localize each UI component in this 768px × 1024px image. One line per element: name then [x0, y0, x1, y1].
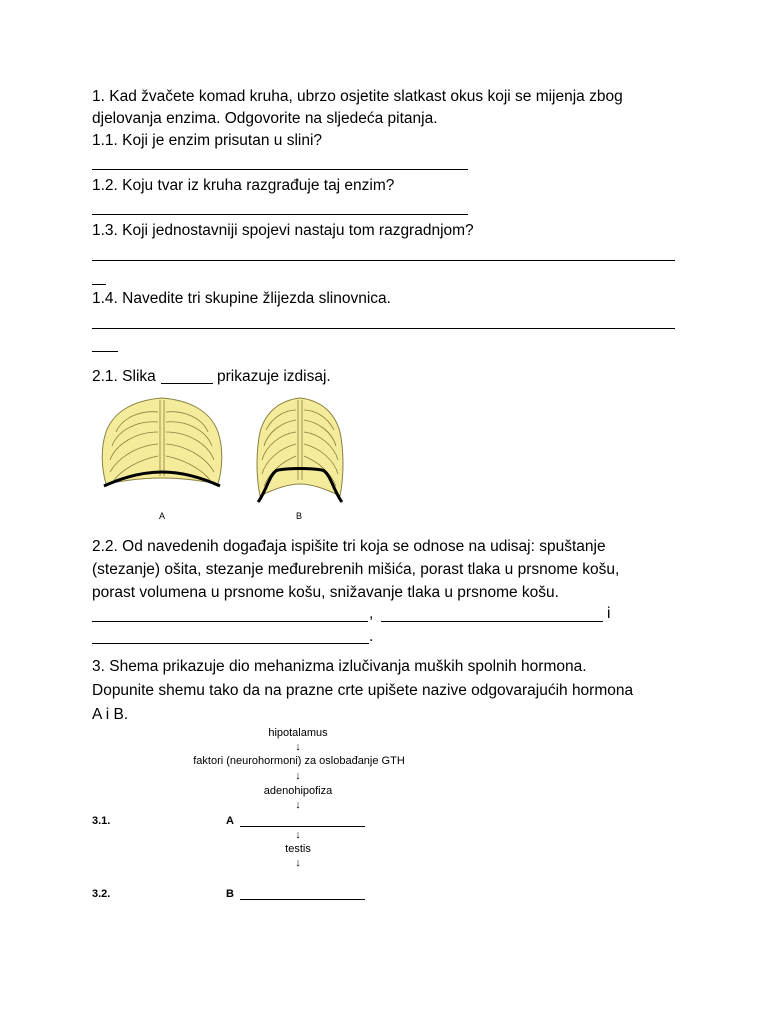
q1-4-answer-line-cont[interactable]: [92, 351, 118, 352]
scheme-arrow-5: ↓: [295, 857, 301, 869]
q2-1-answer-blank[interactable]: [161, 383, 213, 384]
q3-line2: Dopunite shemu tako da na prazne crte upišete nazive odgovarajućih hormona: [92, 682, 634, 699]
scheme-arrow-1: ↓: [295, 741, 301, 753]
scheme-faktori: faktori (neurohormoni) za oslobađanje GTH: [193, 755, 405, 767]
q1-3-answer-line-cont[interactable]: [92, 284, 106, 285]
q3-line1: 3. Shema prikazuje dio mehanizma izlučivanja muških spolnih hormona.: [92, 658, 587, 675]
figure-a-label: A: [159, 511, 166, 521]
q2-2-answer-line-3[interactable]: [92, 643, 369, 644]
q2-1-prefix: 2.1. Slika: [92, 368, 156, 385]
q1-4-answer-line[interactable]: [92, 328, 675, 329]
scheme-hipotalamus: hipotalamus: [268, 727, 328, 739]
figure-b-label: B: [296, 511, 303, 521]
q2-2-and: i: [607, 605, 611, 622]
q1-1-answer-line[interactable]: [92, 169, 468, 170]
q1-3-question: 1.3. Koji jednostavniji spojevi nastaju tom razgradnjom?: [92, 222, 474, 239]
rib-cage-figure-b: [252, 392, 348, 510]
q2-2-comma: ,: [369, 605, 374, 622]
scheme-arrow-3: ↓: [295, 799, 301, 811]
scheme-testis: testis: [285, 843, 311, 855]
scheme-label-3-2: 3.2.: [92, 888, 111, 900]
q2-2-line1: 2.2. Od navedenih događaja ispišite tri koja se odnose na udisaj: spuštanje: [92, 538, 606, 555]
q1-2-answer-line[interactable]: [92, 214, 468, 215]
scheme-arrow-4: ↓: [295, 829, 301, 841]
q1-1-question: 1.1. Koji je enzim prisutan u slini?: [92, 132, 323, 149]
q2-1-suffix: prikazuje izdisaj.: [217, 368, 331, 385]
q1-2-question: 1.2. Koju tvar iz kruha razgrađuje taj enzim?: [92, 177, 395, 194]
scheme-arrow-2: ↓: [295, 770, 301, 782]
q1-3-answer-line[interactable]: [92, 260, 675, 261]
rib-cage-figure-a: [96, 392, 228, 510]
q2-2-line2: (stezanje) ošita, stezanje međurebrenih mišića, porast tlaka u prsnome košu,: [92, 561, 620, 578]
scheme-label-a: A: [226, 815, 234, 827]
q1-intro-line2: djelovanja enzima. Odgovorite na sljedeća pitanja.: [92, 110, 438, 127]
q1-intro-line1: 1. Kad žvačete komad kruha, ubrzo osjetite slatkast okus koji se mijenja zbog: [92, 88, 623, 105]
q2-2-period: .: [369, 628, 374, 645]
q3-line3: A i B.: [92, 706, 129, 723]
scheme-label-3-1: 3.1.: [92, 815, 111, 827]
q2-2-line3: porast volumena u prsnome košu, snižavanje tlaka u prsnome košu.: [92, 584, 559, 601]
q1-4-question: 1.4. Navedite tri skupine žlijezda slinovnica.: [92, 290, 391, 307]
q2-2-answer-line-2[interactable]: [381, 621, 603, 622]
scheme-answer-line-a[interactable]: [240, 826, 365, 827]
scheme-answer-line-b[interactable]: [240, 899, 365, 900]
q2-2-answer-line-1[interactable]: [92, 621, 368, 622]
scheme-adenohipofiza: adenohipofiza: [263, 785, 333, 797]
scheme-label-b: B: [226, 888, 234, 900]
